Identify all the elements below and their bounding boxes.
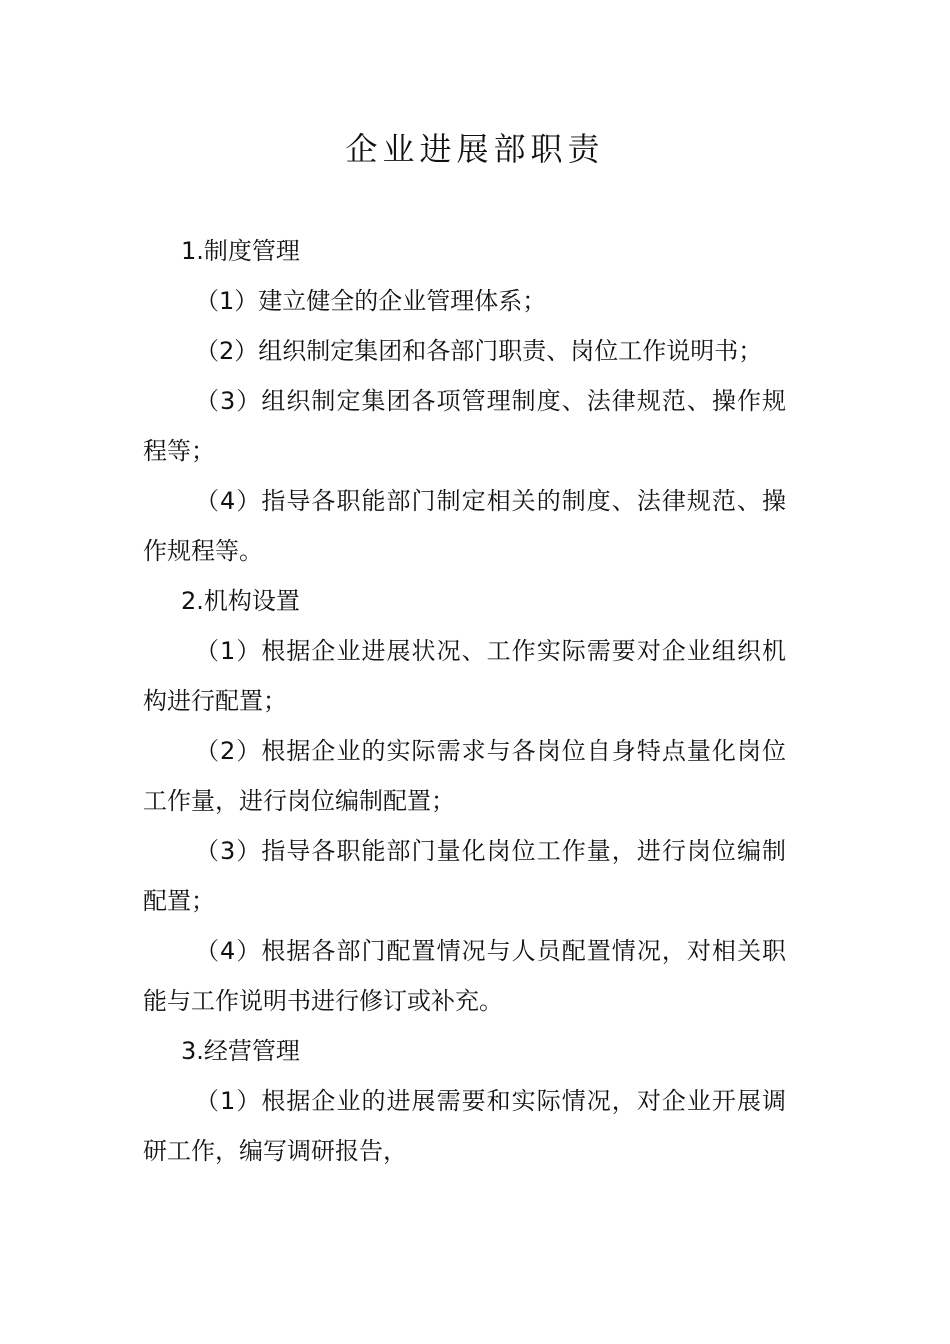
section-heading: 2.机构设置 [181, 587, 300, 615]
section-heading: 1.制度管理 [181, 237, 300, 265]
document-title: 企业进展部职责 [345, 130, 605, 168]
document-body [143, 226, 786, 1176]
paragraph: （2）根据企业的实际需求与各岗位自身特点量化岗位工作量，进行岗位编制配置； [143, 737, 786, 815]
paragraph: （3）组织制定集团各项管理制度、法律规范、操作规程等； [143, 387, 786, 465]
paragraph: （3）指导各职能部门量化岗位工作量，进行岗位编制配置； [143, 837, 786, 915]
paragraph: （4）根据各部门配置情况与人员配置情况，对相关职能与工作说明书进行修订或补充。 [143, 937, 786, 1015]
section-heading: 3.经营管理 [181, 1037, 300, 1065]
paragraph: （1）根据企业的进展需要和实际情况，对企业开展调研工作，编写调研报告， [143, 1087, 786, 1165]
paragraph: （2）组织制定集团和各部门职责、岗位工作说明书； [195, 337, 763, 365]
paragraph: （1）根据企业进展状况、工作实际需要对企业组织机构进行配置； [143, 637, 786, 715]
paragraph: （4）指导各职能部门制定相关的制度、法律规范、操作规程等。 [143, 487, 786, 565]
paragraph: （1）建立健全的企业管理体系； [195, 287, 547, 315]
